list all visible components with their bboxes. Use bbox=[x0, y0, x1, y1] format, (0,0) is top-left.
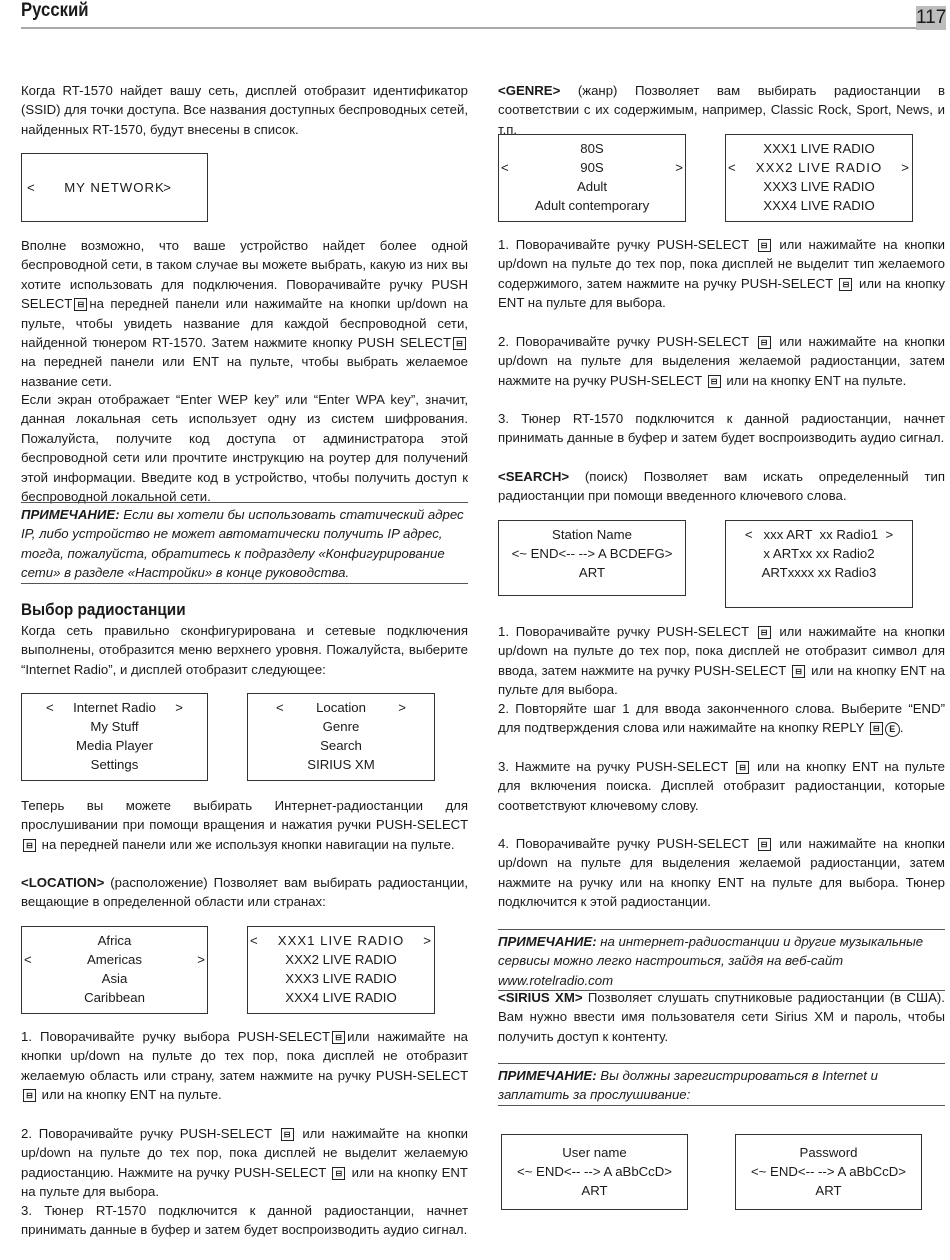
paragraph-search-step-1: 1. Поворачивайте ручку PUSH-SELECT ⊟ или нажимайте на кнопки up/down на пульте до тех пор, пока дисплей не отобразит символ для ввода, затем нажмите на ручку PUSH-SELECT ⊟ или на кнопку ENT на пульте для выбора. bbox=[498, 624, 946, 698]
paragraph-search-step-4: 4. Поворачивайте ручку PUSH-SELECT ⊟ или нажимайте на кнопки up/down на пульте для выделения желаемой радиостанции, затем нажмите на ручку или на кнопку ENT на пульте для выбора. Тюнер подключится к этой радиостанции. bbox=[498, 836, 945, 910]
paragraph-location-step-2: 2. Поворачивайте ручку PUSH-SELECT ⊟ или нажимайте на кнопки up/down на пульте до тех пор, пока дисплей не выделит желаемую радиостанцию. Нажмите на ручку PUSH-SELECT ⊟ или на кнопку ENT на пульте для выбора. bbox=[21, 1126, 468, 1200]
arrow-right-icon: > bbox=[901, 160, 910, 175]
network-name: MY NETWORK bbox=[64, 180, 165, 195]
paragraph-genre: <GENRE> (жанр) Позволяет вам выбирать радиостанции в соответствии с их содержимым, например, Classic Rock, Sport, News, и т.п. bbox=[498, 83, 945, 137]
arrow-left-icon: < bbox=[46, 700, 54, 715]
genre-display-box-2: XXX1 LIVE RADIO < XXX2 LIVE RADIO > XXX3 LIVE RADIO XXX4 LIVE RADIO bbox=[725, 134, 913, 222]
paragraph-genre-step-1: 1. Поворачивайте ручку PUSH-SELECT ⊟ или нажимайте на кнопки up/down на пульте до тех пор, пока дисплей не выделит тип желаемого содержимого, затем нажмите на ручку PUSH-SELECT ⊟ или на кнопку ENT на пульте для выбора. bbox=[498, 237, 945, 311]
note-static-ip: ПРИМЕЧАНИЕ: Если вы хотели бы использовать статический адрес IP, либо устройство не может автоматически получить IP адрес, тогда, пожалуйста, обратитесь к подразделу «Конфигурирование сети» в разделе «Настройки» в конце руководства. bbox=[21, 502, 468, 584]
arrow-left-icon: < bbox=[728, 160, 737, 175]
select-key-icon: ⊟ bbox=[23, 839, 36, 852]
paragraph-navigation: Теперь вы можете выбирать Интернет-радиостанции для прослушивании при помощи вращения и нажатия ручки PUSH-SELECT ⊟ на передней панели или же используя кнопки навигации на пульте. bbox=[21, 798, 468, 852]
select-key-icon: ⊟ bbox=[708, 375, 721, 388]
arrow-right-icon: > bbox=[423, 933, 432, 948]
search-display-box-2: < xxx ART xx Radio1 > x ARTxx xx Radio2 ARTxxxx xx Radio3 bbox=[725, 520, 913, 608]
paragraph-search: <SEARCH> (поиск) Позволяет вам искать определенный тип радиостанции при помощи введенного ключевого слова. bbox=[498, 469, 945, 504]
header-rule bbox=[21, 27, 945, 29]
arrow-left-icon: < bbox=[276, 700, 284, 715]
arrow-right-icon: > bbox=[398, 700, 406, 715]
paragraph-sirius: <SIRIUS XM> Позволяет слушать спутниковые радиостанции (в США). Вам нужно ввести имя пользователя сети Sirius XM и пароль, чтобы получить доступ к контенту. bbox=[498, 990, 945, 1044]
select-key-icon: ⊟ bbox=[74, 298, 87, 311]
select-key-icon: ⊟ bbox=[758, 838, 771, 851]
select-key-icon: ⊟ bbox=[758, 239, 771, 252]
location-display-box-2: < XXX1 LIVE RADIO > XXX2 LIVE RADIO XXX3 LIVE RADIO XXX4 LIVE RADIO bbox=[247, 926, 435, 1014]
paragraph-ssid: Когда RT-1570 найдет вашу сеть, дисплей отобразит идентификатор (SSID) для точки доступа. Все названия доступных беспроводных сетей, найденных RT-1570, будут внесены в список. bbox=[21, 83, 468, 137]
paragraph-location-step-3: 3. Тюнер RT-1570 подключится к данной радиостанции, начнет принимать данные в буфер и затем будет воспроизводить аудио сигнал. bbox=[21, 1203, 468, 1238]
page-header-title: Русский bbox=[21, 0, 89, 21]
paragraph-genre-step-3: 3. Тюнер RT-1570 подключится к данной радиостанции, начнет принимать данные в буфер и затем будет воспроизводить аудио сигнал. bbox=[498, 411, 945, 446]
select-key-icon: ⊟ bbox=[453, 337, 466, 350]
menu-display-box-2: < Location > Genre Search SIRIUS XM bbox=[247, 693, 435, 781]
genre-display-box-1: 80S < 90S > Adult Adult contemporary bbox=[498, 134, 686, 222]
arrow-left-icon: < bbox=[24, 952, 32, 967]
select-key-icon: ⊟ bbox=[758, 626, 771, 639]
search-display-box-1: Station Name <~ END<-- --> A BCDEFG> ART bbox=[498, 520, 686, 596]
select-key-icon: ⊟ bbox=[839, 278, 852, 291]
page-number: 117 bbox=[916, 7, 947, 28]
paragraph-search-step-3: 3. Нажмите на ручку PUSH-SELECT ⊟ или на кнопку ENT на пульте для включения поиска. Дисплей отобразит радиостанции, которые соответствуют ключевому слову. bbox=[498, 759, 945, 813]
select-key-icon: ⊟ bbox=[870, 722, 883, 735]
paragraph-location: <LOCATION> (расположение) Позволяет вам выбирать радиостанции, вещающие в определенной области или странах: bbox=[21, 875, 468, 910]
select-key-icon: ⊟ bbox=[281, 1128, 294, 1141]
select-key-icon: ⊟ bbox=[332, 1031, 345, 1044]
password-display-box: Password <~ END<-- --> A aBbCcD> ART bbox=[735, 1134, 922, 1210]
arrow-right-icon: > bbox=[163, 180, 171, 195]
paragraph-genre-step-2: 2. Поворачивайте ручку PUSH-SELECT ⊟ или нажимайте на кнопки up/down на пульте для выделения желаемой радиостанции, затем нажмите на ручку PUSH-SELECT ⊟ или на кнопку ENT на пульте. bbox=[498, 334, 945, 388]
paragraph-location-step-1: 1. Поворачивайте ручку выбора PUSH-SELECT ⊟ или нажимайте на кнопки up/down на пульте до тех пор, пока дисплей не отобразит желаемую область или страну, затем нажмите на ручку PUSH-SELECT ⊟ или на кнопку ENT на пульте. bbox=[21, 1029, 469, 1103]
paragraph-encryption: Если экран отображает “Enter WEP key” или “Enter WPA key”, значит, данная локальная сеть использует одну из систем шифрования. Пожалуйста, получите код доступа от администратора этой беспроводной сети или прочтите инструкцию на роутер для получений этой информации. Введите код в устройство, чтобы получить доступ к беспроводной локальной сети. bbox=[21, 392, 468, 505]
paragraph-top-menu: Когда сеть правильно сконфигурирована и сетевые подключения выполнены, отобразится меню верхнего уровня. Пожалуйста, выберите “Internet Radio”, и дисплей отобразит следующее: bbox=[21, 623, 468, 677]
arrow-left-icon: < bbox=[27, 180, 35, 195]
arrow-left-icon: < bbox=[250, 933, 259, 948]
arrow-right-icon: > bbox=[197, 952, 205, 967]
menu-display-box-1: < Internet Radio > My Stuff Media Player Settings bbox=[21, 693, 208, 781]
paragraph-search-step-2: 2. Повторяйте шаг 1 для ввода законченного слова. Выберите “END” для подтверждения слова или нажимайте на кнопку REPLY ⊟ E . bbox=[498, 701, 945, 736]
select-key-icon: ⊟ bbox=[23, 1089, 36, 1102]
paragraph-multiple-networks: Вполне возможно, что ваше устройство найдет более одной беспроводной сети, в таком случае вы можете выбрать, какую из них вы хотите использовать для подключения. Поворачивайте ручку PUSH SELECT ⊟ на передней панели или нажимайте на кнопки up/down на пульте, чтобы увидеть название для каждой беспроводной сети, найденной тюнером RT-1570. Затем нажмите кнопку PUSH SELECT ⊟на передней панели или ENT на пульте, чтобы выбрать желаемое название сети. bbox=[21, 238, 468, 389]
location-display-box-1: Africa < Americas > Asia Caribbean bbox=[21, 926, 208, 1014]
arrow-right-icon: > bbox=[175, 700, 183, 715]
e-key-icon: E bbox=[885, 722, 900, 737]
arrow-left-icon: < bbox=[501, 160, 509, 175]
arrow-right-icon: > bbox=[675, 160, 683, 175]
select-key-icon: ⊟ bbox=[736, 761, 749, 774]
note-register: ПРИМЕЧАНИЕ: Вы должны зарегистрироваться в Internet и заплатить за прослушивание: bbox=[498, 1063, 945, 1106]
select-key-icon: ⊟ bbox=[792, 665, 805, 678]
note-rotelradio: ПРИМЕЧАНИЕ: на интернет-радиостанции и другие музыкальные сервисы можно легко настроиться, зайдя на веб-сайт www.rotelradio.com bbox=[498, 929, 945, 991]
section-title: Выбор радиостанции bbox=[21, 600, 186, 619]
select-key-icon: ⊟ bbox=[758, 336, 771, 349]
select-key-icon: ⊟ bbox=[332, 1167, 345, 1180]
network-display-box bbox=[21, 153, 208, 222]
username-display-box: User name <~ END<-- --> A aBbCcD> ART bbox=[501, 1134, 688, 1210]
